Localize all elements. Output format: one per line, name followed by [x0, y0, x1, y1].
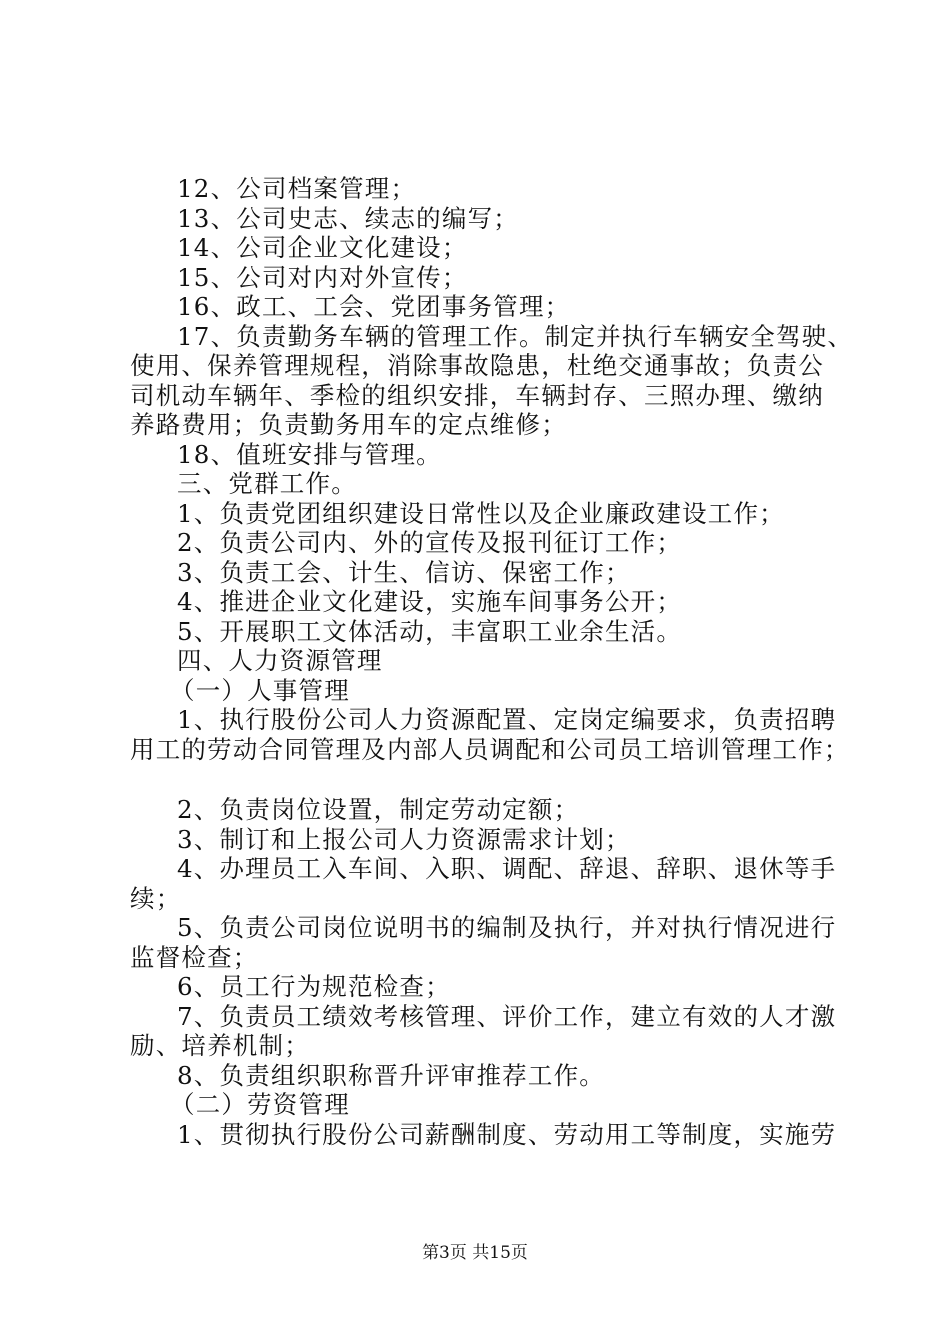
text-line: 续； [130, 883, 182, 913]
text-line: 使用、保养管理规程，消除事故隐患，杜绝交通事故；负责公 [130, 351, 824, 380]
document-body [130, 174, 854, 1149]
text-line: 8、负责组织职称晋升评审推荐工作。 [177, 1060, 605, 1090]
blank-line [130, 764, 850, 795]
text-line: 5、负责公司岗位说明书的编制及执行，并对执行情况进行 [177, 913, 837, 942]
text-line: 用工的劳动合同管理及内部人员调配和公司员工培训管理工作； [130, 734, 850, 764]
text-line: 1、贯彻执行股份公司薪酬制度、劳动用工等制度，实施劳 [177, 1119, 837, 1149]
text-line: 司机动车辆年、季检的组织安排，车辆封存、三照办理、缴纳 [130, 380, 824, 410]
subsection-heading: （一）人事管理 [170, 675, 350, 705]
text-line: 16、政工、工会、党团事务管理； [177, 292, 571, 321]
text-line: 4、推进企业文化建设，实施车间事务公开； [177, 587, 683, 616]
text-line: 18、值班安排与管理。 [177, 439, 442, 469]
page-number-footer: 第3页 共15页 [422, 1243, 528, 1263]
text-line: 2、负责岗位设置，制定劳动定额； [177, 795, 580, 824]
text-line: 13、公司史志、续志的编写； [177, 203, 519, 233]
text-line: 养路费用；负责勤务用车的定点维修； [130, 410, 567, 439]
text-line: 15、公司对内对外宣传； [177, 262, 468, 292]
text-line: 1、负责党团组织建设日常性以及企业廉政建设工作； [177, 498, 785, 528]
text-line: 7、负责员工绩效考核管理、评价工作，建立有效的人才激 [177, 1001, 837, 1031]
subsection-heading: （二）劳资管理 [170, 1090, 350, 1119]
section-heading: 四、人力资源管理 [177, 646, 383, 675]
text-line: 12、公司档案管理； [177, 174, 417, 203]
section-heading: 三、党群工作。 [177, 469, 357, 498]
text-line: 5、开展职工文体活动，丰富职工业余生活。 [177, 616, 683, 646]
text-line: 3、负责工会、计生、信访、保密工作； [177, 557, 631, 587]
text-line: 17、负责勤务车辆的管理工作。制定并执行车辆安全驾驶、 [177, 321, 854, 351]
text-line: 4、办理员工入车间、入职、调配、辞退、辞职、退休等手 [177, 854, 837, 883]
text-line: 2、负责公司内、外的宣传及报刊征订工作； [177, 528, 683, 557]
text-line: 3、制订和上报公司人力资源需求计划； [177, 824, 631, 854]
text-line: 1、执行股份公司人力资源配置、定岗定编要求，负责招聘 [177, 705, 837, 734]
text-line: 14、公司企业文化建设； [177, 233, 468, 262]
text-line: 监督检查； [130, 942, 259, 972]
text-line: 励、培养机制； [130, 1031, 310, 1060]
text-line: 6、员工行为规范检查； [177, 972, 451, 1001]
